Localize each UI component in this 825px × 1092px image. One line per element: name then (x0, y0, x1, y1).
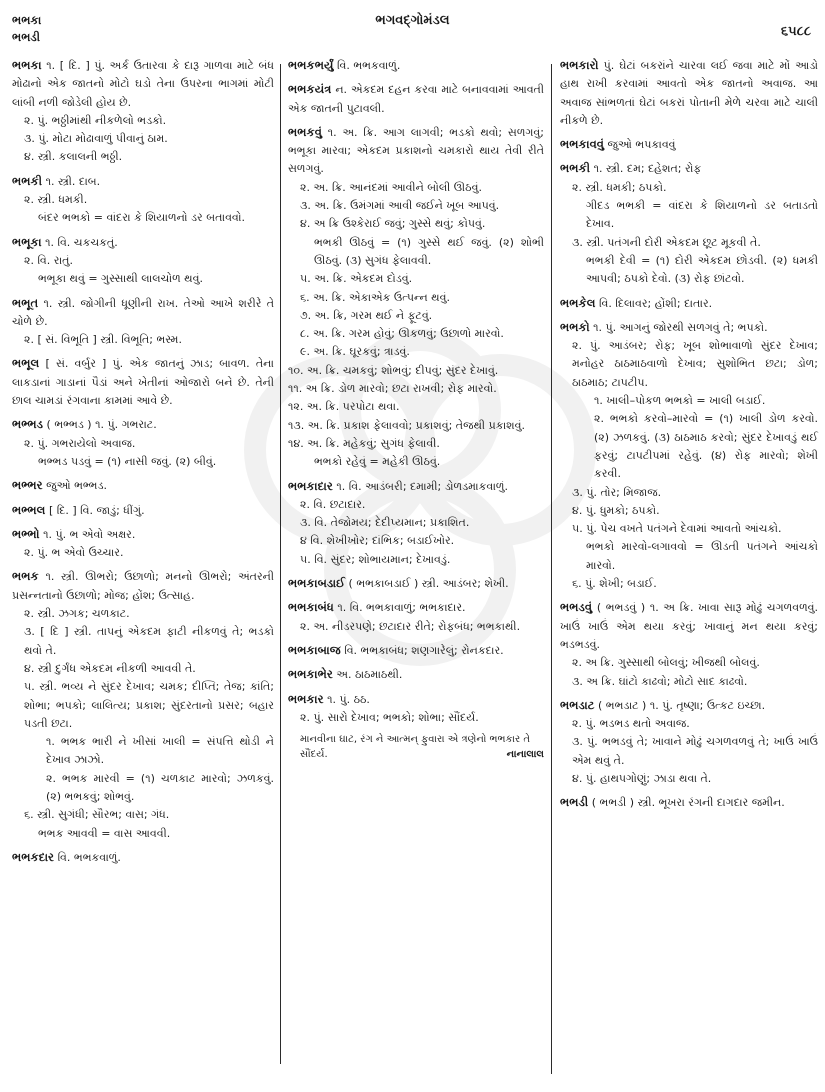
dictionary-entry (288, 690, 544, 728)
dictionary-entry (288, 477, 544, 569)
dictionary-entry (560, 793, 818, 812)
definition-text: ૨. પું. સારો દેખાવ; ભભકો; શોભા; સૌંદર્ય. (300, 710, 479, 724)
dictionary-entry (12, 525, 274, 563)
dictionary-entry (12, 294, 274, 350)
definition-line (560, 654, 818, 672)
literary-quote (288, 732, 544, 762)
definition-line (288, 641, 544, 660)
definition-text: વિ. ભભકાબંધ; શણગારેલું; રોનકદાર. (344, 643, 504, 657)
definition-line (560, 197, 818, 234)
definition-text: ૧. વિ. ભભકાવાળું; ભભકાદાર. (337, 601, 466, 615)
definition-text: ભભક આવવી = વાસ આવવી. (38, 826, 171, 840)
headword: ભભૂત (12, 295, 39, 310)
dictionary-entry (12, 848, 274, 867)
headword: ભભ્ભર (12, 478, 43, 493)
headword: ભભૂલ (12, 356, 40, 371)
definition-line (560, 520, 818, 538)
definition-text: ૩. પું. મોટા મોઢાવાળું પીવાનું ઠામ. (24, 132, 168, 146)
dictionary-entry (12, 233, 274, 289)
column-3 (560, 56, 818, 1066)
definition-text: વિ. ભભકવાળું. (337, 59, 401, 72)
definition-text: ન. એકદમ દહન કરવા માટે બનાવવામાં આવતી એક જાતની પુટાવલી. (288, 83, 544, 115)
definition-text: ( ભભડી ) સ્ત્રી. ભૂખરા રંગની દાગદાર જમીન. (591, 796, 785, 810)
column-1 (12, 56, 274, 1066)
dictionary-entry (560, 56, 818, 130)
headword: ભભકેલ (560, 295, 596, 310)
definition-line (288, 598, 544, 617)
definition-text: ૩. અ. ક્રિ. ઉમંગમાં આવી જઈને ખૂબ આપવું. (300, 199, 500, 213)
definition-line (560, 234, 818, 252)
definition-text: ૩. સ્ત્રી. પતંગની દોરી એકદમ છૂટ મૂકવી તે. (572, 235, 761, 249)
definition-text: ૧. [ દિ. ] પું. અર્ક ઉતારવા કે દારૂ ગાળવા માટે બંધ મોઢાનો એક જાતનો મોટો ઘડો તેના ઉપરના ભાગમાં મોટી લાંબી નળી જોડેલી હોય છે. (12, 59, 274, 109)
definition-line (12, 252, 274, 270)
headword: ભભકાર (288, 691, 324, 706)
definition-text: ૫. પું. પેચ વખતે પતંગને દેવામાં આવતો આંચકો. (572, 522, 782, 536)
definition-text: ૬. અ. ક્રિ. એકાએક ઉત્પન્ન થવું. (300, 290, 450, 304)
definition-text: ૧૨. અ. ક્રિ. પરપોટા થવા. (288, 400, 400, 414)
dictionary-entry (12, 354, 274, 410)
definition-line (560, 575, 818, 593)
definition-text: ૩. પું. ભભડવું તે; ખાવાને મોઢું ચગળવળવું તે; ખાઉં ખાઉં એમ થવું તે. (572, 735, 818, 767)
dictionary-entry (288, 80, 544, 118)
definition-line (12, 148, 274, 166)
definition-line (12, 191, 274, 209)
dictionary-entry (12, 172, 274, 228)
definition-text: ભભ્ભડ પડવું = (૧) નાસી જવું. (૨) બીવું. (38, 454, 217, 468)
dictionary-entry (288, 641, 544, 660)
headword: ભભકાદાર (288, 478, 333, 493)
definition-line (12, 130, 274, 148)
definition-line (288, 477, 544, 496)
definition-line (560, 793, 818, 812)
definition-line (12, 623, 274, 660)
definition-line (12, 806, 274, 824)
dictionary-columns (0, 56, 825, 1086)
definition-line (288, 417, 544, 435)
definition-line (288, 380, 544, 398)
definition-line (560, 598, 818, 654)
definition-text: ( ભભડવું ) ૧. અ ક્રિ. ખાવા સારૂ મોઢું ચગળવળવું. ખાઉં ખાઉં એમ થયા કરવું; ખાવાનું મન થયા કરવું; ભડભડવું. (560, 601, 819, 651)
definition-text: ભભૂકા થવું = ગુસ્સાથી લાલચોળ થવું. (38, 272, 203, 286)
definition-text: ૨. અ. ક્રિ. આનંદમાં આવીને બોલી ઊઠવું. (300, 180, 482, 194)
definition-line (560, 159, 818, 178)
headword: ભભકાભેર (288, 667, 333, 682)
definition-text: ૨. વિ. છટાદાર. (300, 497, 366, 511)
quote-source: નાનાલાલ (506, 749, 544, 761)
definition-text: ૯. અ. ક્રિ. ઘૂરકવું; ત્રાડવું. (300, 345, 410, 359)
definition-line (288, 690, 544, 709)
headword: ભભકી (12, 173, 43, 188)
definition-text: ૭. અ. ક્રિ, ગરમ થઈ ને ફૂટવું. (300, 308, 433, 322)
headword: ભભ્ભલ (12, 502, 46, 517)
definition-text: ૧૧. અ ક્રિ. ડોળ મારવો; છટા રાખવી; રોફ મારવો. (288, 382, 497, 396)
definition-line (12, 733, 274, 770)
headword: ભભકારો (560, 58, 599, 72)
definition-text: ૩. [ દિ ] સ્ત્રી. તાપનું એકદમ ફાટી નીકળવું તે; ભડકો થવો તે. (24, 625, 274, 657)
definition-text: ૧. સ્ત્રી. ઊભરો; ઉછાળો; મનનો ઊભરો; અંતરની પ્રસન્નતાનો ઉછાળો; મોજ; હોંશ; ઉત્સાહ. (12, 570, 275, 602)
definition-text: ૨. સ્ત્રી. ધમકી; ઠપકો. (572, 180, 667, 194)
definition-line (560, 733, 818, 770)
headword: ભભકાવવું (560, 137, 605, 152)
definition-text: ૬. પું. શેખી; બડાઈ. (572, 577, 657, 591)
definition-text: ૨. સ્ત્રી. ઝગક; ચળકાટ. (24, 607, 130, 621)
definition-text: ભભકો રહેવું = મહેકી ઊઠવું. (314, 455, 441, 469)
definition-text: ૪. અ ક્રિ ઉશ્કેરાઈ જવું; ગુસ્સે થવું; કોપવું. (300, 217, 486, 231)
definition-text: વિ. ભભકવાળું. (57, 850, 121, 864)
definition-line (560, 135, 818, 154)
definition-line (12, 605, 274, 623)
definition-text: ૨. અ ક્રિ. ગુસ્સાથી બોલવું; ખીજથી બોલવું. (572, 656, 760, 670)
definition-text: ૫. સ્ત્રી. ભવ્ય ને સુંદર દેખાવ; ચમક; દીપ્તિ; તેજ; કાંતિ; શોભા; ભપકો; લાલિત્ય; પ્રકાશ; સુંદરતાનો પ્રસર; બહાર પડતી છટા. (24, 680, 274, 730)
definition-text: ૮. અ. ક્રિ. ગરમ હોવું; ઊકળવું; ઉછાળો મારવો. (300, 327, 504, 341)
headword: ભભકદાર (12, 849, 55, 864)
definition-line (288, 215, 544, 233)
definition-text: ૧૪. અ. ક્રિ. મહેકવું; સુગંધ ફેલાવી. (288, 436, 440, 450)
definition-line (12, 825, 274, 843)
definition-line (288, 665, 544, 684)
quote-text: માનવીના ઘાટ, રંગ ને આત્મન્ ફુવારા એ ત્રણેનો ભભકાર તે સૌંદર્ય. (300, 734, 530, 761)
definition-line (12, 233, 274, 252)
definition-line (560, 318, 818, 337)
definition-text: ( ભભ્ભડ ) ૧. પું. ગભરાટ. (46, 418, 157, 432)
column-divider (280, 64, 281, 1064)
definition-line (560, 502, 818, 520)
headword: ભભ્ભો (12, 526, 40, 541)
definition-text: ભભકી દેવી = (૧) દોરી એકદમ છોડવી. (૨) ધમકી આપવી; ઠપકો દેવો. (૩) રોફ છાંટવો. (586, 253, 818, 286)
definition-text: [ સં. વર્બુર ] પું. એક જાતનું ઝાડ; બાવળ. તેના લાકડાનાં ગાડાનાં પૈડાં અને ખેતીનાં ઓજારો બને છે. તેની છાલ ચામડાં રંગવાના કામમાં આવે છે. (12, 357, 275, 408)
definition-line (288, 270, 544, 288)
definition-text: ૨. [ સં. વિભૂતિ ] સ્ત્રી. વિભૂતિ; ભસ્મ. (24, 333, 182, 347)
guide-word-first: ભભકા (12, 13, 42, 27)
definition-text: ૨. પું. આડંબર; રોફ; ખૂબ શોભાવાળો સુંદર દેખાવ; મનોહર ઠાઠમાઠવાળો દેખાવ; સુશોભિત છટા; ડોળ; ઠાઠમાઠ; ટાપટીપ. (572, 339, 818, 389)
headword: ભભક (12, 569, 39, 584)
definition-line (288, 453, 544, 471)
definition-text: ૧૦. અ. ક્રિ. ચમકવું; શોભવું; દીપવું; સુંદર દેખાવું. (288, 363, 499, 377)
definition-line (12, 415, 274, 434)
definition-text: ૪ વિ. શેખીખોર; દાંભિક; બડાઈખોર. (300, 534, 455, 548)
definition-text: ૧. વિ. ચકચકતું. (45, 235, 118, 249)
definition-line (288, 496, 544, 514)
definition-line (288, 289, 544, 307)
definition-line (288, 574, 544, 593)
definition-line (12, 453, 274, 471)
headword: ભભકયંત્ર (288, 82, 332, 97)
definition-line (12, 567, 274, 605)
headword: ભભ્ભડ (12, 417, 44, 432)
definition-line (560, 392, 818, 410)
page-number: ૬૫૮૮ (780, 24, 811, 39)
definition-line (288, 435, 544, 453)
definition-text: ૪. પું. ધુમકો; ઠપકો. (572, 503, 660, 517)
definition-line (560, 770, 818, 788)
definition-line (288, 709, 544, 727)
definition-line (12, 270, 274, 288)
definition-text: ૪. પું. હાથપગોણું; ઝાડા થવા તે. (572, 771, 712, 785)
definition-text: ૪. સ્ત્રી. કલાલની ભઠ્ઠી. (24, 150, 123, 164)
definition-text: ૨. ભભક મારવી = (૧) ચળકાટ મારવો; ઝળકવું. (૨) ભભકવું; શોભવું. (46, 771, 274, 803)
definition-text: ૧. વિ. આડંબરી; દમામી; ડોળડમાકવાળું. (336, 479, 509, 493)
definition-line (12, 56, 274, 112)
definition-text: જુઓ ભપકાવવું (607, 138, 676, 152)
page-header (0, 0, 825, 52)
definition-text: ૧. ભભક ભારી ને ખીસાં ખાલી = સંપત્તિ થોડી ને દેખાવ ઝાઝો. (46, 735, 274, 767)
definition-text: ૨. સ્ત્રી. ધમકી. (24, 193, 88, 207)
headword: ભભૂકા (12, 234, 42, 249)
definition-line (288, 514, 544, 532)
definition-line (560, 410, 818, 483)
definition-text: ૧. સ્ત્રી. જોગીની ધૂણીની રાખ. તેઓ આખે શરીરે તે ચોળે છે. (12, 296, 274, 328)
definition-line (560, 337, 818, 392)
definition-text: ૧. પું. ભ એવો અક્ષર. (43, 527, 136, 541)
headword: ભભકભર્યું (288, 58, 334, 72)
dictionary-entry (288, 574, 544, 593)
dictionary-entry (12, 476, 274, 495)
definition-line (12, 501, 274, 520)
headword: ભભકાબંધ (288, 600, 334, 615)
definition-line (12, 172, 274, 191)
definition-text: ૧. પું. ઠઠ. (327, 692, 370, 706)
definition-line (288, 80, 544, 118)
definition-line (288, 56, 544, 75)
definition-line (12, 294, 274, 332)
definition-text: ( ભભડાટ ) ૧. પું. તૃષ્ણા; ઉત્કટ ઇચ્છા. (598, 698, 766, 712)
definition-text: ૨. પું. ભડભડ થતો અવાજ. (572, 717, 690, 731)
running-title: ભગવદ્ગોમંડલ (375, 13, 450, 28)
definition-text: ૨. પું. ગભરાયેલો અવાજ. (24, 436, 136, 450)
definition-line (12, 435, 274, 453)
definition-line (560, 715, 818, 733)
definition-text: ૨. વિ. રાતું. (24, 253, 73, 267)
column-2 (288, 56, 544, 1066)
definition-text: ૪. સ્ત્રી દુર્ગંધ એકદમ નીકળી આવવી તે. (24, 661, 196, 675)
column-divider (551, 64, 552, 1074)
definition-line (560, 484, 818, 502)
definition-line (560, 179, 818, 197)
definition-text: ( ભભકાબડાઈ ) સ્ત્રી. આડંબર; શેખી. (348, 577, 509, 591)
definition-line (560, 538, 818, 575)
definition-text: અ. ઠાઠમાઠથી. (336, 668, 403, 682)
definition-text: પું. ઘેટાં બકરાંને ચારવા લઈ જવા માટે મોં આડો હાથ રાખી કરવામાં આવતો એક જાતનો અવાજ. આ અવાજ સાંભળતાં ઘેટાં બકરાં પોતાની મેળે ચરવા માટે ચાલી નીકળે છે. (560, 59, 818, 127)
definition-text: ૨. પું. ભઠ્ઠીમાંથી નીકળેલો ભડકો. (24, 113, 167, 127)
definition-text: બંદર ભભકો = વાંદરા કે શિયાળનો ડર બતાવવો. (38, 211, 246, 225)
dictionary-entry (288, 56, 544, 75)
dictionary-entry (560, 318, 818, 593)
definition-text: ૧૩. અ. ક્રિ. પ્રકાશ ફેલાવવો; પ્રકાશવું; તેજથી પ્રકાશવું. (288, 418, 525, 432)
definition-line (288, 197, 544, 215)
definition-text: ૩. પું. તોર; મિજાજ. (572, 485, 662, 499)
headword: ભભડવું (560, 600, 593, 615)
definition-line (560, 696, 818, 715)
definition-line (12, 678, 274, 733)
definition-line (12, 476, 274, 495)
dictionary-entry (560, 294, 818, 313)
headword: ભભકાબડાઈ (288, 576, 346, 591)
definition-line (12, 525, 274, 544)
definition-text: ૬. સ્ત્રી. સુગંધી; સૌરભ; વાસ; ગંધ. (24, 808, 170, 822)
headword: ભભડાટ (560, 697, 595, 712)
definition-line (12, 354, 274, 410)
definition-line (288, 325, 544, 343)
definition-text: ૨. પું. ભ એવો ઉચ્ચાર. (24, 546, 124, 560)
definition-text: ૧. અ. ક્રિ. આગ લાગવી; ભડકો થવો; સળગવું; ભભૂકા મારવા; એકદમ પ્રકાશનો ચમકારો થાય તેવી રીતે સળગવું. (288, 125, 544, 176)
definition-line (560, 252, 818, 289)
dictionary-entry (560, 696, 818, 788)
definition-line (288, 398, 544, 416)
definition-text: [ દિ. ] વિ. જાડું; ધીંગું. (48, 503, 145, 517)
definition-text: ૧. પું. આગનું જોરથી સળગવું તે; ભપકો. (593, 320, 768, 334)
dictionary-entry (560, 135, 818, 154)
definition-text: ૩. વિ. તેજોમય; દેદીપ્યમાન; પ્રકાશિત. (300, 516, 470, 530)
headword: ભભડી (560, 795, 589, 810)
dictionary-entry (560, 159, 818, 288)
definition-line (12, 848, 274, 867)
definition-line (560, 56, 818, 130)
headword: ભભકી (560, 161, 591, 176)
definition-line (288, 618, 544, 636)
definition-text: ભભકો મારવો-લગાવવો = ઊડતી પતંગને આંચકો મારવો. (586, 540, 818, 572)
headword: ભભકા (12, 58, 42, 72)
definition-line (12, 209, 274, 227)
definition-text: ૨. અ. નીડરપણે; છટાદાર રીતે; રોફબંધ; ભભકાથી. (300, 619, 521, 633)
definition-line (560, 673, 818, 691)
definition-text: ૫. અ. ક્રિ. એકદમ દોડવું. (300, 272, 413, 286)
definition-line (12, 544, 274, 562)
definition-text: ૧. સ્ત્રી. દમ; દહેશત; રોફ (593, 162, 702, 176)
definition-line (288, 362, 544, 380)
dictionary-entry (288, 598, 544, 636)
definition-text: વિ. દિલાવર; હોંશી; દાતાર. (599, 296, 713, 310)
dictionary-entry (12, 415, 274, 471)
dictionary-entry (288, 123, 544, 472)
dictionary-entry (560, 598, 818, 690)
definition-line (288, 551, 544, 569)
dictionary-entry (12, 567, 274, 842)
dictionary-entry (12, 501, 274, 520)
definition-line (288, 123, 544, 179)
headword: ભભકવું (288, 124, 322, 139)
definition-text: ૨. ભભકો કરવો–મારવો = (૧) ખાલી ડોળ કરવો. (૨) ઝળકવું. (૩) ઠાઠમાઠ કરવો; સુંદર દેખાવડું થઈ ફરવું; ટાપટીપમાં રહેવું. (૪) રોફ મારવો; શેખી કરવી. (594, 412, 818, 481)
definition-text: ૧. ખાલી–પોકળ ભભકો = ખાલી બડાઈ. (594, 394, 766, 408)
definition-line (288, 179, 544, 197)
headword: ભભકો (560, 319, 590, 334)
guide-word-last: ભભડી (12, 30, 41, 44)
definition-line (12, 331, 274, 349)
definition-text: ભભકી ઊઠવું = (૧) ગુસ્સે થઈ જવું. (૨) શોભી ઊઠવું. (૩) સુગંધ ફેલાવવી. (314, 235, 544, 267)
dictionary-entry (288, 665, 544, 684)
definition-line (12, 112, 274, 130)
dictionary-entry (12, 56, 274, 167)
headword: ભભકાબાજ (288, 642, 341, 657)
definition-text: જુઓ ભભ્ભડ. (46, 479, 108, 493)
definition-text: ૩. અ ક્રિ. ઘાંટો કાઢવો; મોટો સાદ કાઢવો. (572, 674, 748, 688)
definition-line (560, 294, 818, 313)
definition-line (288, 234, 544, 271)
definition-line (288, 307, 544, 325)
definition-line (12, 770, 274, 807)
definition-text: ૧. સ્ત્રી. દાબ. (45, 174, 101, 188)
definition-line (12, 660, 274, 678)
definition-text: ૫. વિ. સુંદર; શોભાયમાન; દેખાવડું. (300, 552, 451, 566)
definition-line (288, 532, 544, 550)
definition-text: ગીદડ ભભકી = વાંદરા કે શિયાળનો ડર બતાડતો દેખાવ. (586, 199, 818, 231)
definition-line (288, 343, 544, 361)
